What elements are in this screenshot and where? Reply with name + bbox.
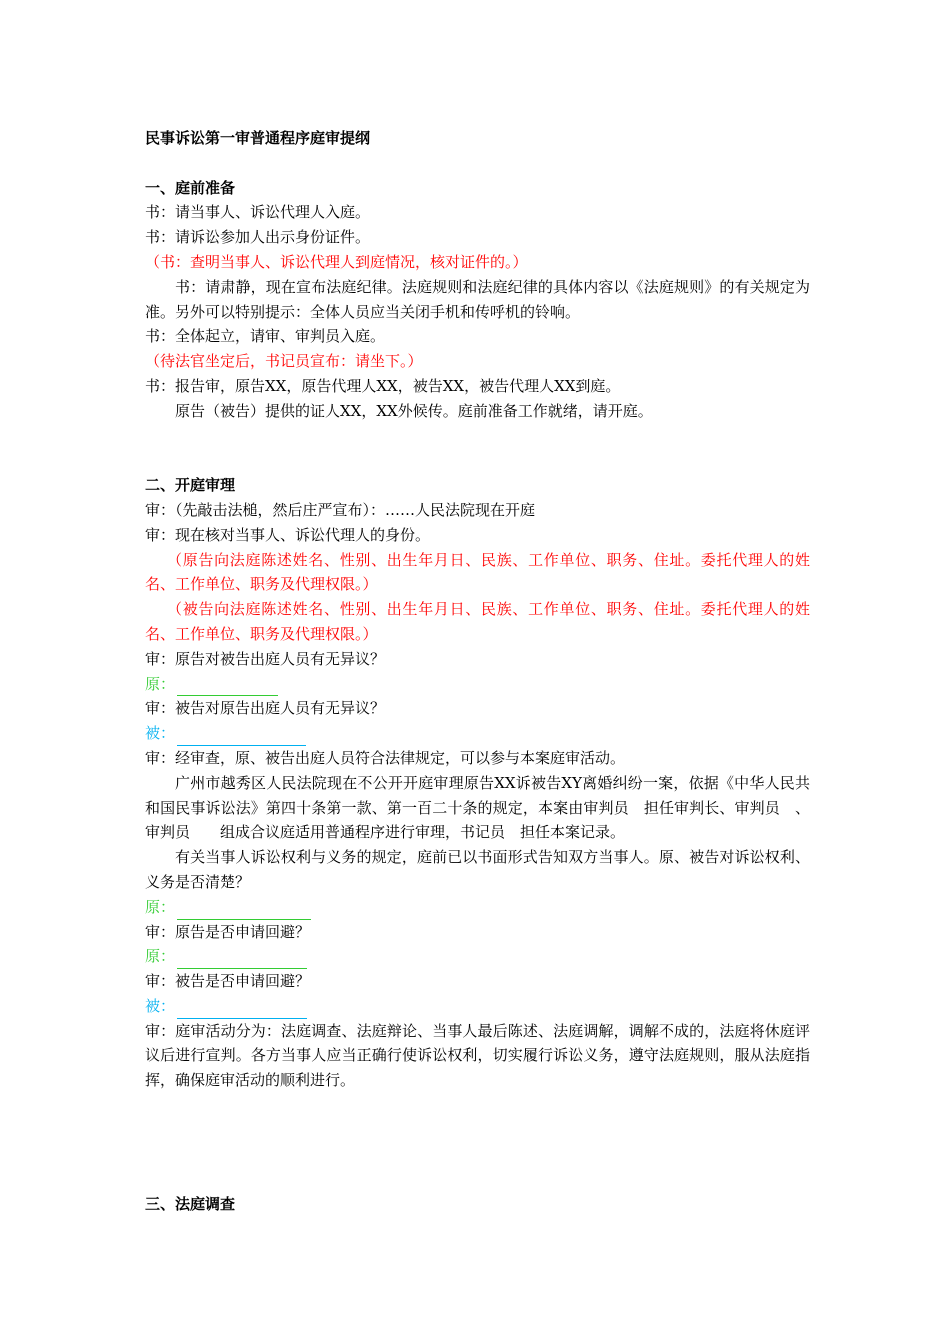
section-heading-3: 三、法庭调查 [145, 1195, 236, 1214]
defendant-answer [145, 994, 810, 1019]
document-title: 民事诉讼第一审普通程序庭审提纲 [145, 129, 371, 147]
answer-blank[interactable] [177, 679, 278, 696]
line: 书：请当事人、诉讼代理人入庭。 [145, 203, 371, 222]
line: 书：请诉讼参加人出示身份证件。 [145, 228, 371, 247]
section-heading-1: 一、庭前准备 [145, 178, 236, 197]
note-line: （被告向法庭陈述姓名、性别、出生年月日、民族、工作单位、职务、住址。委托代理人的姓名、工作单位、职务及代理权限。） [145, 600, 810, 643]
plaintiff-label: 原： [145, 674, 176, 693]
line: 原告（被告）提供的证人XX，XX外候传。庭前准备工作就绪，请开庭。 [175, 401, 653, 420]
line: 书：全体起立，请审、审判员入庭。 [145, 327, 386, 346]
defendant-label: 被： [145, 724, 176, 743]
plaintiff-answer [145, 895, 810, 920]
line: 有关当事人诉讼权利与义务的规定，庭前已以书面形式告知双方当事人。原、被告对诉讼权利、义务是否清楚？ [145, 848, 810, 891]
plaintiff-label: 原： [145, 947, 176, 966]
plaintiff-answer [145, 944, 810, 969]
answer-blank[interactable] [177, 729, 306, 746]
line: 审：原告是否申请回避？ [145, 922, 311, 941]
defendant-answer [145, 721, 810, 746]
line: 书：报告审，原告XX，原告代理人XX，被告XX，被告代理人XX到庭。 [145, 376, 621, 395]
line: 审：经审查，原、被告出庭人员符合法律规定，可以参与本案庭审活动。 [145, 748, 626, 767]
line: 审：庭审活动分为：法庭调查、法庭辩论、当事人最后陈述、法庭调解，调解不成的，法庭将休庭评议后进行宣判。各方当事人应当正确行使诉讼权利，切实履行诉讼义务，遵守法庭规则，服从法庭指挥，确保庭审活动的顺利进行。 [145, 1021, 810, 1090]
note-line: （原告向法庭陈述姓名、性别、出生年月日、民族、工作单位、职务、住址。委托代理人的姓名、工作单位、职务及代理权限。） [145, 550, 810, 594]
document-page [145, 126, 810, 1217]
defendant-label: 被： [145, 996, 176, 1015]
answer-blank[interactable] [177, 952, 307, 969]
answer-blank[interactable] [177, 1002, 307, 1019]
note-line: （待法官坐定后，书记员宣布：请坐下。） [145, 352, 423, 371]
line: 审：（先敲击法槌，然后庄严宣布）：……人民法院现在开庭 [145, 500, 536, 519]
line: 审：被告是否申请回避？ [145, 972, 311, 991]
line: 审：被告对原告出庭人员有无异议？ [145, 699, 386, 718]
section-heading-2: 二、开庭审理 [145, 476, 236, 495]
line: 广州市越秀区人民法院现在不公开开庭审理原告XX诉被告XY离婚纠纷一案，依据《中华人民共和国民事诉讼法》第四十条第一款、第一百二十条的规定，本案由审判员 担任审判长、审判员 、审判员 组成合议庭适用普通程序进行审理，书记员 担任本案记录。 [145, 773, 810, 842]
answer-blank[interactable] [177, 903, 311, 920]
note-line: （书：查明当事人、诉讼代理人到庭情况，核对证件的。） [145, 252, 528, 271]
plaintiff-label: 原： [145, 897, 176, 916]
line: 书：请肃静，现在宣布法庭纪律。法庭规则和法庭纪律的具体内容以《法庭规则》的有关规定为准。另外可以特别提示：全体人员应当关闭手机和传呼机的铃响。 [145, 277, 810, 321]
line: 审：现在核对当事人、诉讼代理人的身份。 [145, 525, 431, 544]
plaintiff-answer [145, 672, 810, 697]
line: 审：原告对被告出庭人员有无异议？ [145, 649, 386, 668]
